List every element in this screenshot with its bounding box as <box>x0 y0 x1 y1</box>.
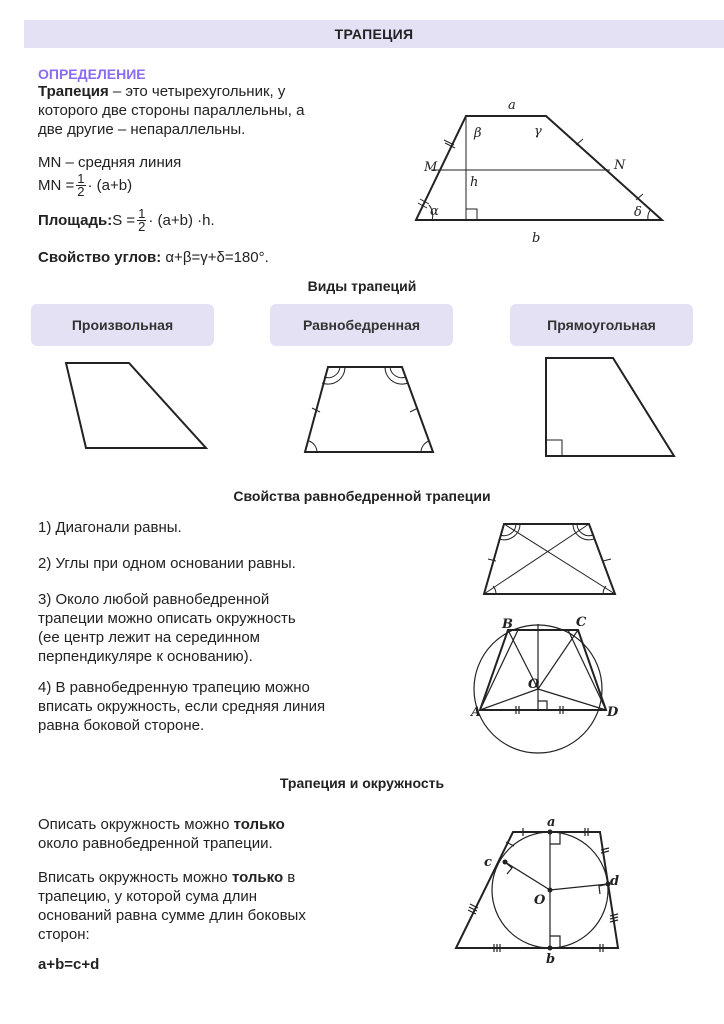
diagonals-trapezoid-outline <box>484 524 615 594</box>
circle-section-heading: Трапеция и окружность <box>279 775 445 791</box>
property-line: (ее центр лежит на серединном <box>38 629 260 646</box>
radius-line <box>538 689 606 710</box>
area-label: Площадь: <box>38 212 113 229</box>
isosceles-trapezoid-outline <box>305 367 433 452</box>
midline-lhs: MN = <box>38 177 75 194</box>
right-angle-mark <box>546 440 562 456</box>
circumscribed-figure <box>468 610 628 760</box>
isosceles-trapezoid-figure <box>300 362 440 456</box>
definition-line2: которого две стороны параллельны, а <box>38 102 305 119</box>
circumscribe-rule <box>38 815 388 853</box>
midline-caption: MN – средняя линия <box>38 154 182 171</box>
label-h: h <box>470 175 479 190</box>
label-b-vertex: B <box>502 617 513 632</box>
property-3 <box>38 590 388 666</box>
area-rhs: · (a+b) ·h. <box>148 212 215 229</box>
rule-text: около равнобедренной трапеции. <box>38 835 273 852</box>
label-o-center: O <box>534 893 546 908</box>
property-4 <box>38 678 388 735</box>
side-segment <box>568 630 606 710</box>
right-trapezoid-outline <box>546 358 674 456</box>
property-line: 2) Углы при одном основании равны. <box>38 555 296 572</box>
label-d-vertex: D <box>607 705 619 720</box>
property-1 <box>38 518 388 537</box>
rule-emphasis: только <box>231 869 284 886</box>
type-arbitrary: Произвольная <box>31 304 214 346</box>
property-line: 4) В равнобедренную трапецию можно <box>38 679 310 696</box>
right-angle-mark <box>538 701 547 710</box>
fraction-denominator: 2 <box>77 184 85 199</box>
tangent-point <box>548 946 553 951</box>
midline-fraction <box>76 173 85 198</box>
diagonals-figure <box>480 520 620 600</box>
isosceles-heading: Свойства равнобедренной трапеции <box>233 488 491 504</box>
inscribe-rule <box>38 868 388 944</box>
rule-text: трапецию, у которой сума длин <box>38 888 258 905</box>
definition-heading: ОПРЕДЕЛЕНИЕ <box>38 66 146 82</box>
area-formula <box>38 208 215 233</box>
label-o-center: O <box>528 677 540 692</box>
label-a-side: a <box>547 815 556 830</box>
rule-text: сторон: <box>38 926 90 943</box>
tangent-point <box>548 830 553 835</box>
tangent-point <box>503 860 508 865</box>
rule-emphasis: только <box>233 816 285 833</box>
property-line: 1) Диагонали равны. <box>38 519 182 536</box>
label-c-side: c <box>484 855 492 870</box>
diagonal-line <box>504 524 615 594</box>
fraction-numerator: 1 <box>77 171 85 186</box>
property-line: вписать окружность, если средняя линия <box>38 698 326 715</box>
label-m: M <box>424 160 438 175</box>
rule-text: оснований равна сумме длин боковых <box>38 907 306 924</box>
label-beta: β <box>474 126 482 141</box>
right-trapezoid-figure <box>540 354 680 460</box>
types-heading: Виды трапеций <box>307 278 417 294</box>
formula-sum: a+b=c+d <box>38 956 100 973</box>
arbitrary-trapezoid-outline <box>66 363 206 448</box>
definition-rest: – это четырехугольник, у <box>108 83 286 100</box>
definition-term: Трапеция <box>38 83 109 100</box>
diagonal-line <box>484 524 589 594</box>
right-angle-mark <box>466 209 477 220</box>
center-point <box>548 888 553 893</box>
main-trapezoid-figure <box>410 95 680 245</box>
property-line: равна боковой стороне. <box>38 717 205 734</box>
angles-property <box>38 248 269 267</box>
arbitrary-trapezoid-figure <box>60 358 220 454</box>
fraction-denominator: 2 <box>138 219 146 234</box>
label-alpha: α <box>430 204 439 219</box>
label-a: a <box>508 98 516 113</box>
tick-mark <box>576 139 583 145</box>
label-b: b <box>532 231 541 245</box>
inscribed-figure <box>450 810 630 970</box>
page-title: ТРАПЕЦИЯ <box>24 20 724 48</box>
midline-rhs: · (a+b) <box>87 177 133 194</box>
rule-text: Описать окружность можно <box>38 816 234 833</box>
angles-value: α+β=γ+δ=180°. <box>161 249 269 266</box>
rule-text: Вписать окружность можно <box>38 869 232 886</box>
rule-text: в <box>283 869 296 886</box>
tick-mark <box>610 914 618 916</box>
property-line: 3) Около любой равнобедренной <box>38 591 270 608</box>
angles-label: Свойство углов: <box>38 249 162 266</box>
angle-arc <box>493 586 496 594</box>
label-c-vertex: C <box>576 615 587 630</box>
label-gamma: γ <box>534 124 542 139</box>
property-line: трапеции можно описать окружность <box>38 610 296 627</box>
angle-arc <box>421 441 429 452</box>
radius-line <box>505 862 550 890</box>
label-n: N <box>614 158 626 173</box>
angle-arc <box>309 441 317 452</box>
label-b-side: b <box>546 952 556 967</box>
circumscribed-trapezoid-outline <box>456 832 618 948</box>
area-lhs: S = <box>112 212 136 229</box>
label-delta: δ <box>634 205 642 220</box>
label-d-side: d <box>610 874 620 889</box>
property-2 <box>38 554 388 573</box>
midline-formula <box>38 173 132 198</box>
label-a-vertex: A <box>471 705 482 720</box>
type-isosceles: Равнобедренная <box>270 304 453 346</box>
definition-text <box>38 82 368 139</box>
area-fraction <box>137 208 146 233</box>
tick-mark <box>603 559 611 561</box>
definition-line3: две другие – непараллельны. <box>38 121 246 138</box>
fraction-numerator: 1 <box>138 206 146 221</box>
type-right: Прямоугольная <box>510 304 693 346</box>
property-line: перпендикуляре к основанию). <box>38 648 253 665</box>
